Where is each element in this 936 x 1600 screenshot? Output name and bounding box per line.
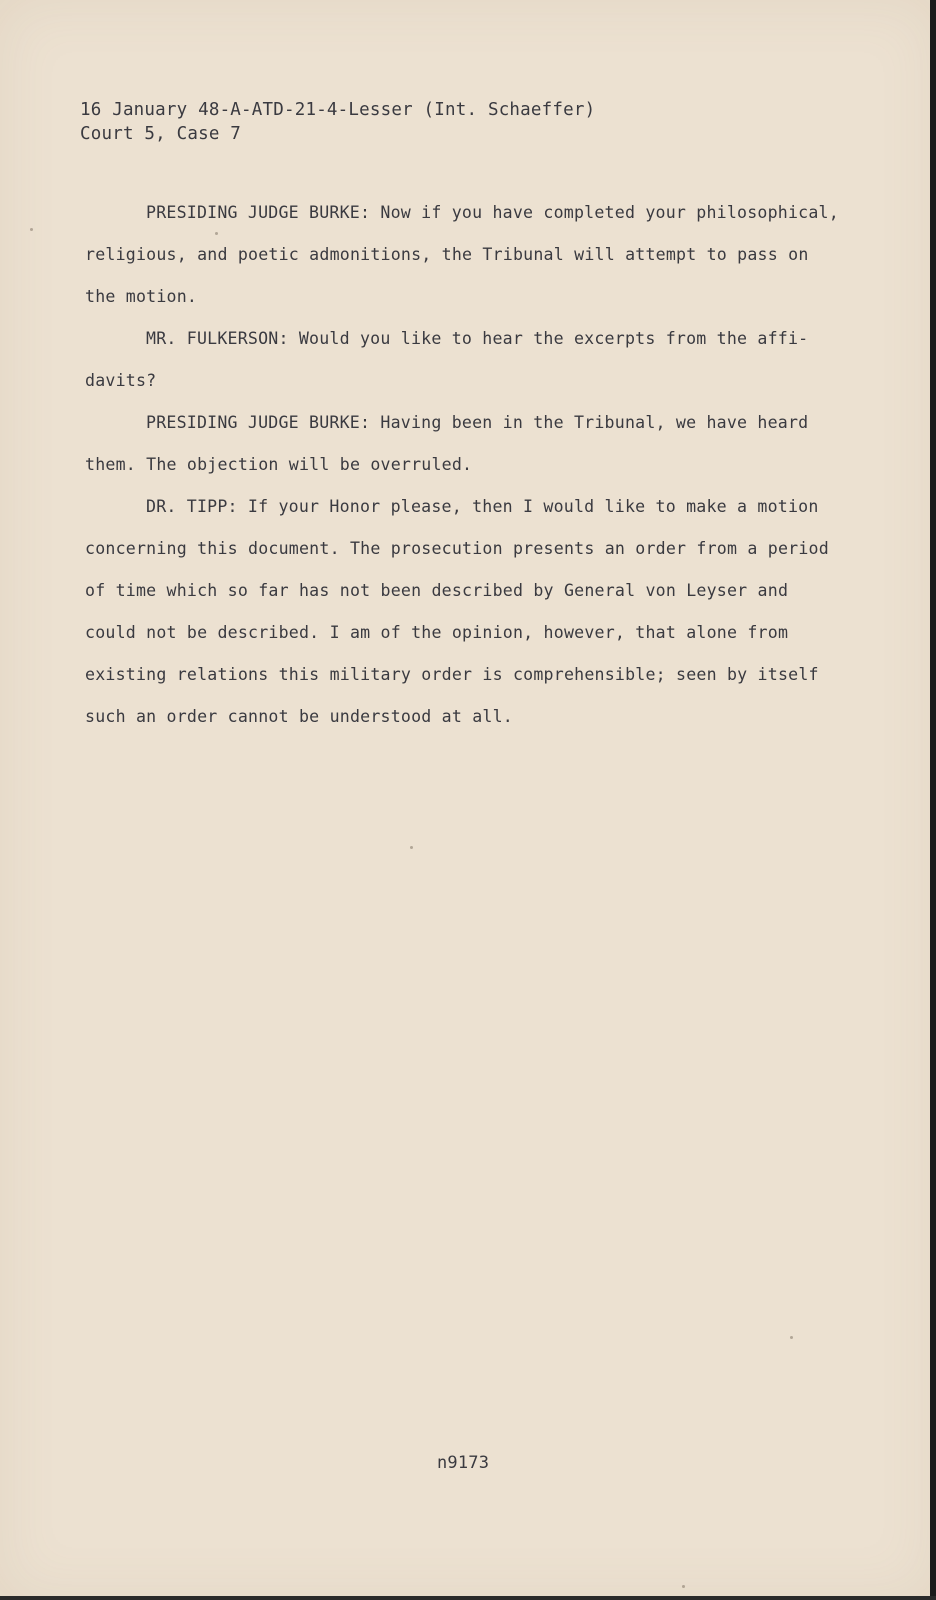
page-number: n9173 (437, 1453, 490, 1473)
header-court-case: Court 5, Case 7 (80, 124, 242, 144)
paper-speck (215, 232, 218, 235)
transcript-line: religious, and poetic admonitions, the Tribunal will attempt to pass on (85, 245, 809, 264)
transcript-line: DR. TIPP: If your Honor please, then I would like to make a motion (146, 497, 819, 516)
transcript-line: could not be described. I am of the opinion, however, that alone from (85, 623, 789, 642)
transcript-line: such an order cannot be understood at all. (85, 707, 513, 726)
transcript-line: concerning this document. The prosecution presents an order from a period (85, 539, 829, 558)
transcript-line: davits? (85, 371, 157, 390)
transcript-line: PRESIDING JUDGE BURKE: Having been in the Tribunal, we have heard (146, 413, 809, 432)
paper-speck (682, 1585, 685, 1588)
scan-border-bottom (0, 1596, 936, 1600)
transcript-line: MR. FULKERSON: Would you like to hear the excerpts from the affi- (146, 329, 809, 348)
paper-speck (790, 1336, 793, 1339)
transcript-line: existing relations this military order is comprehensible; seen by itself (85, 665, 819, 684)
transcript-line: PRESIDING JUDGE BURKE: Now if you have completed your philosophical, (146, 203, 839, 222)
paper-speck (30, 228, 33, 231)
paper-speck (410, 846, 413, 849)
header-date-reference: 16 January 48-A-ATD-21-4-Lesser (Int. Schaeffer) (80, 100, 596, 120)
transcript-line: them. The objection will be overruled. (85, 455, 473, 474)
transcript-line: of time which so far has not been described by General von Leyser and (85, 581, 789, 600)
scan-border-right (930, 0, 936, 1600)
transcript-line: the motion. (85, 287, 198, 306)
